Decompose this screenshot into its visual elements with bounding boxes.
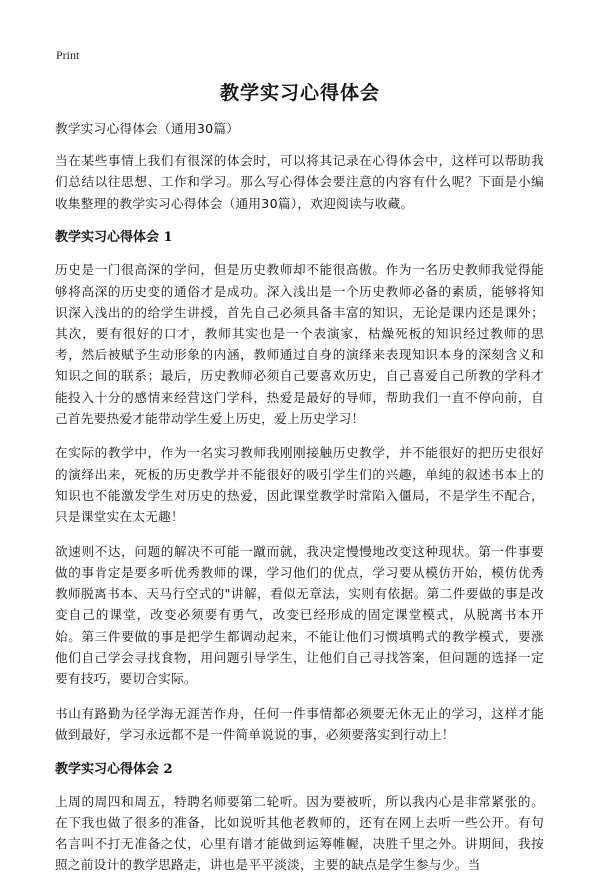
intro-paragraph: 当在某些事情上我们有很深的体会时，可以将其记录在心得体会中，这样可以帮助我们总结以往思想、工作和学习。那么写心得体会要注意的内容有什么呢？下面是小编收集整理的教学实习心得体会（通用30篇），欢迎阅读与收藏。 <box>55 153 544 211</box>
page-title: 教学实习心得体会 <box>219 82 380 104</box>
print-link[interactable]: Print <box>56 48 80 62</box>
section-2-paragraph-1: 上周的周四和周五，特聘名师要第二轮听。因为要被听，所以我内心是非常紧张的。在下我也做了很多的准备，比如说听其他老教师的，还有在网上去听一些公开。有句名言叫不打无准备之仗，心里有谱才能做到运筹帷幄，决胜千里之外。讲期间，我按照之前设计的教学思路走，讲也是平平淡淡，主要的缺点是学生参与少。当 <box>55 793 544 873</box>
article-subtitle: 教学实习心得体会（通用30篇） <box>55 121 240 136</box>
section-heading-2: 教学实习心得体会 2 <box>55 761 173 777</box>
section-1-paragraph-3: 欲速则不达，问题的解决不可能一蹴而就，我决定慢慢地改变这种现状。第一件事要做的事肯定是要多听优秀教师的课，学习他们的优点，学习要从模仿开始，模仿优秀教师脱离书本、天马行空式的"讲解，看似无章法，实则有依据。第二件要做的事是改变自己的课堂，改变必须要有勇气，改变已经形成的固定课堂模式，从脱离书本开始。第三件要做的事是把学生都调动起来，不能让他们习惯填鸭式的教学模式，要涨他们自己学会寻找食物，用问题引导学生，让他们自己寻找答案，但问题的选择一定要有技巧，要切合实际。 <box>55 543 544 686</box>
section-1-paragraph-2: 在实际的教学中，作为一名实习教师我刚刚接触历史教学，并不能很好的把历史很好的演绎出来，死板的历史教学并不能很好的吸引学生们的兴趣，单纯的叙述书本上的知识也不能激发学生对历史的热爱，因此课堂教学时常陷入僵局，不是学生不配合，只是课堂实在太无趣！ <box>55 445 544 525</box>
article-body <box>55 118 544 889</box>
section-1-paragraph-4: 书山有路勤为径学海无涯苦作舟，任何一件事情都必须要无休无止的学习，这样才能做到最好，学习永远都不是一件简单说说的事，必须要落实到行动上！ <box>55 705 544 742</box>
section-heading-1: 教学实习心得体会 1 <box>55 230 173 246</box>
section-1-paragraph-1: 历史是一门很高深的学问，但是历史教师却不能很高傲。作为一名历史教师我觉得能够将高深的历史变的通俗才是成功。深入浅出是一个历史教师必备的素质，能够将知识深入浅出的的给学生讲授，首先自己必须具备丰富的知识，无论是课内还是课外；其次，要有很好的口才，教师其实也是一个表演家，枯燥死板的知识经过教师的思考，然后被赋予生动形象的内涵，教师通过自身的演绎来表现知识本身的深刻含义和知识之间的联系；最后，历史教师必须自己要喜欢历史，自己喜爱自己所教的学科才能投入十分的感情来经营这门学科，热爱是最好的导师，帮助我们一直不停向前，自己首先要热爱才能带动学生爱上历史，爱上历史学习！ <box>55 262 544 426</box>
